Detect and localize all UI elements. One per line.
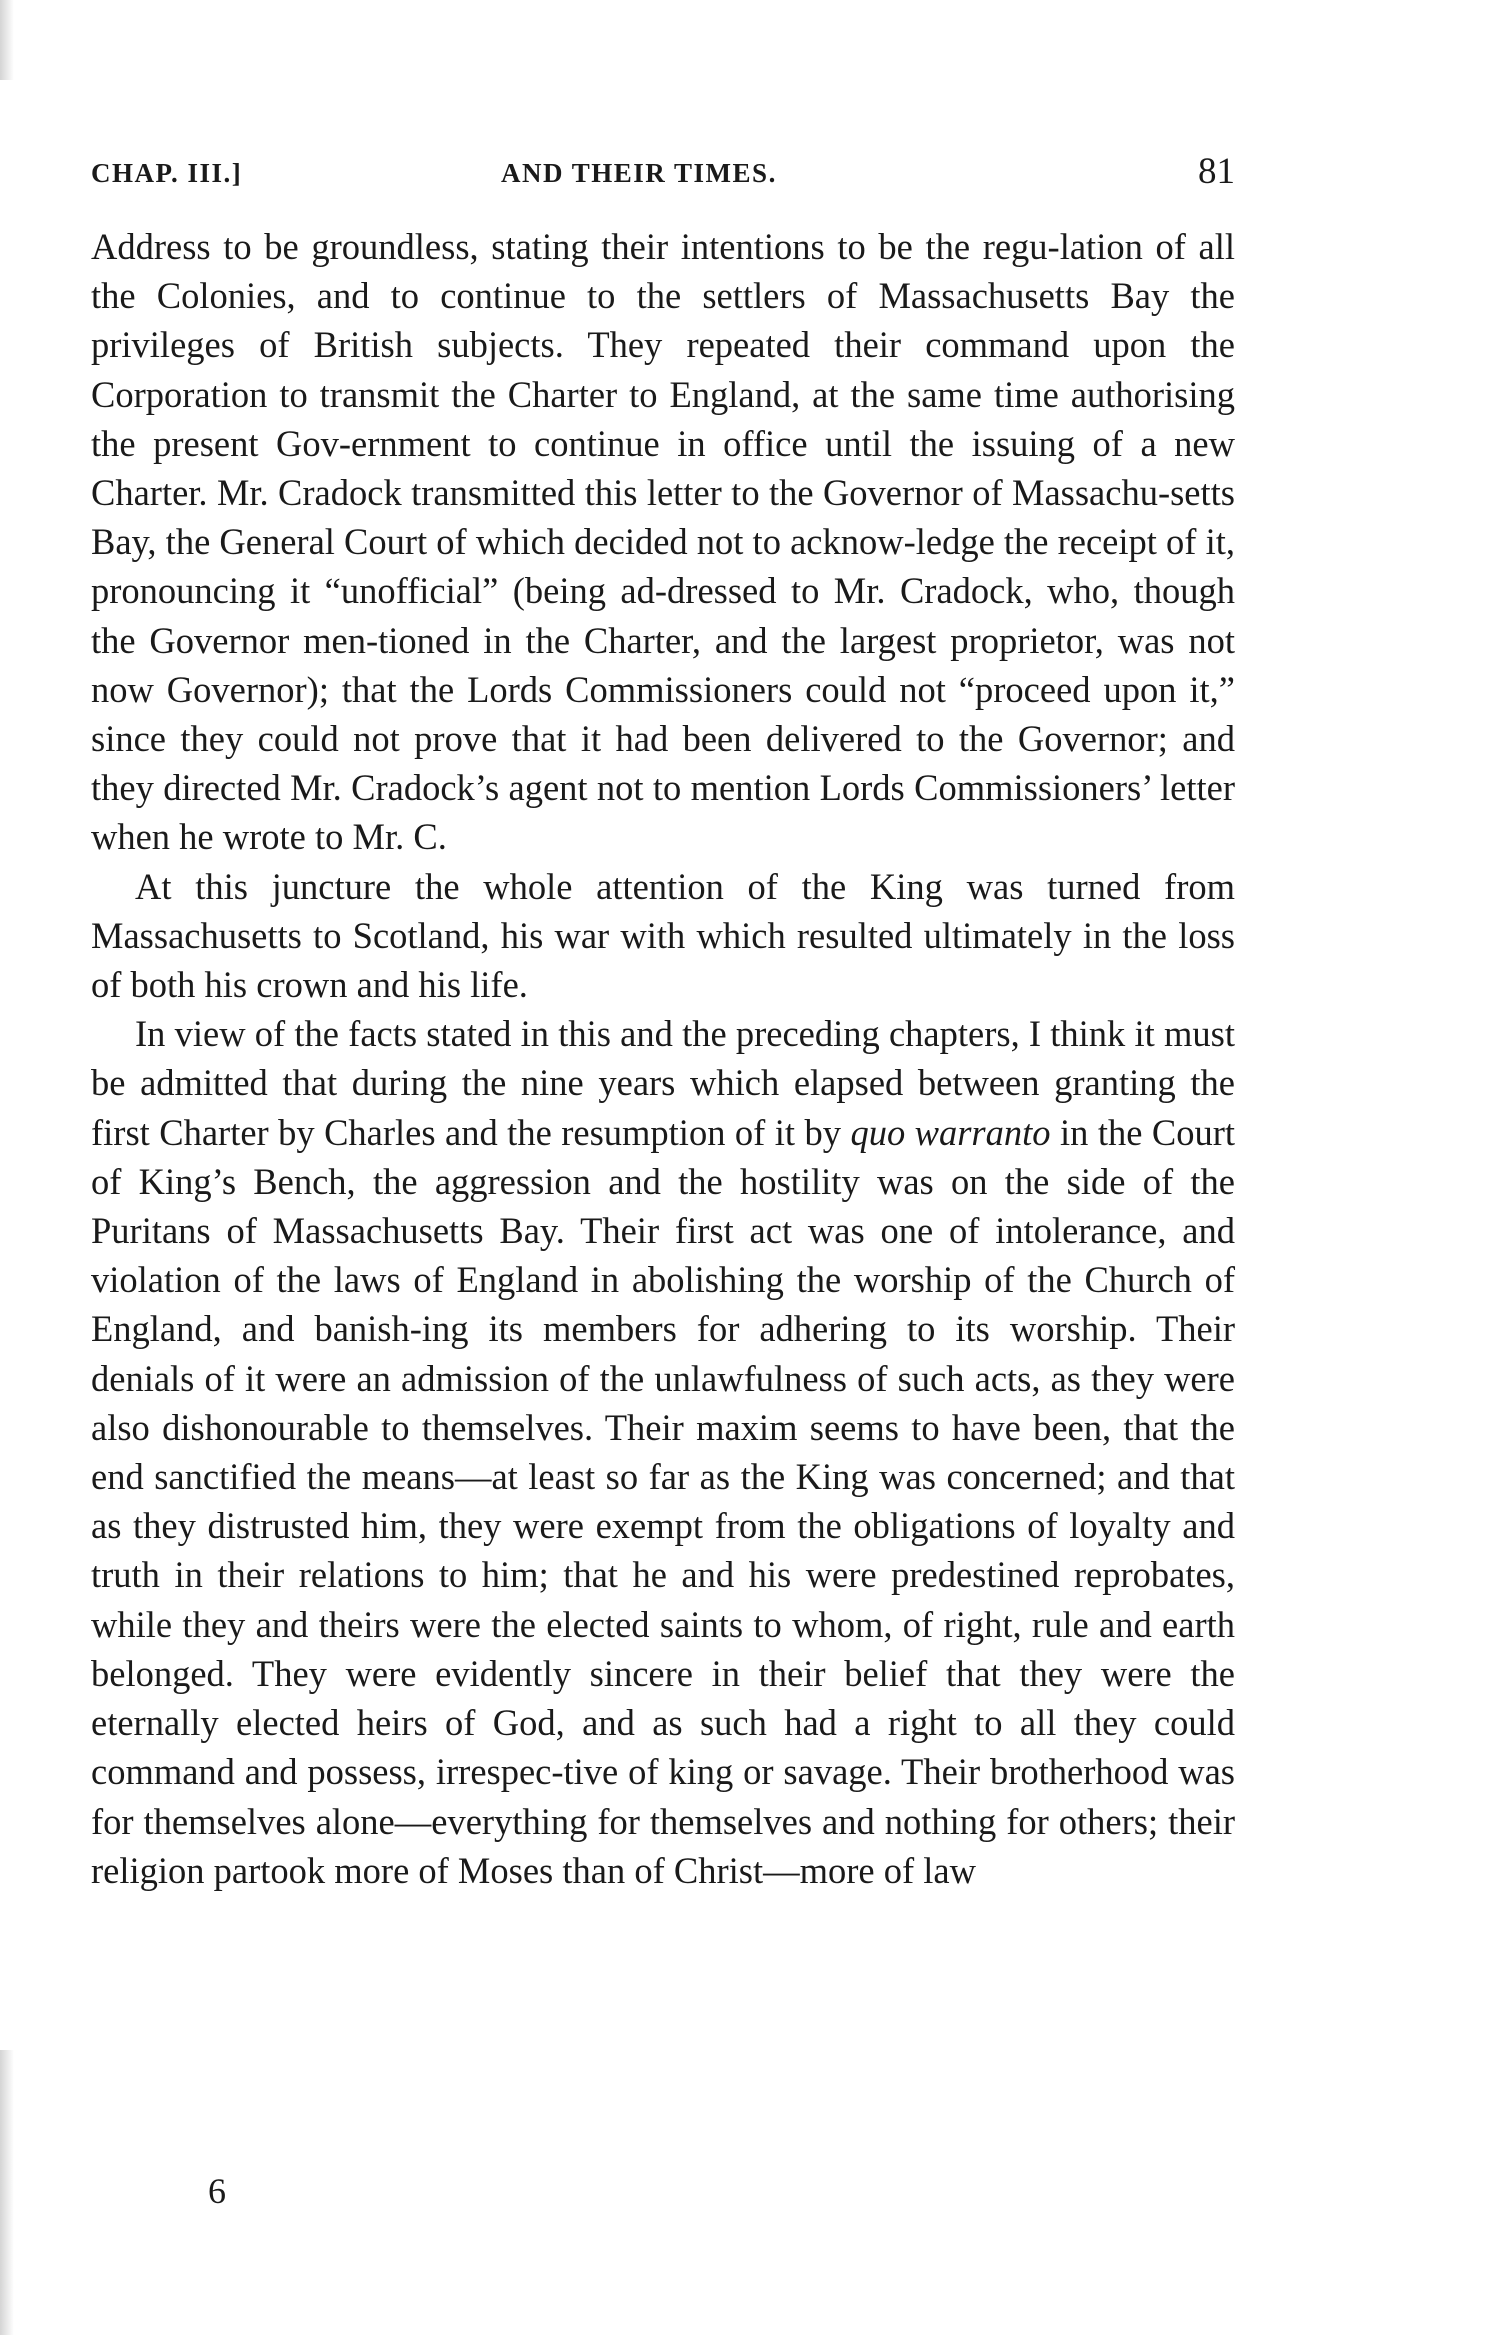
page-header [91, 150, 1235, 200]
signature-mark: 6 [208, 2171, 226, 2211]
body-text [91, 222, 1235, 1895]
page-number: 81 [1198, 151, 1235, 192]
page-edge-shadow [0, 2050, 14, 2335]
running-title: AND THEIR TIMES. [501, 158, 777, 188]
paragraph-text: in the Court of King’s Bench, the aggression and the hostility was on the side of the Puritans of Massachusetts Bay. Their first act was one of intolerance, and violation of the laws of England in abolishing the worship of the Church of England, and banish-ing its members for adhering to its worship. Their denials of it were an admission of the unlawfulness of such acts, as they were also dishonourable to themselves. Their maxim seems to have been, that the end sanctified the means—at least so far as the King was concerned; and that as they distrusted him, they were exempt from the obligations of loyalty and truth in their relations to him; that he and his were predestined reprobates, while they and theirs were the elected saints to whom, of right, rule and earth belonged. They were evidently sincere in their belief that they were the eternally elected heirs of God, and as such had a right to all they could command and possess, irrespec-tive of king or savage. Their brotherhood was for themselves alone—everything for themselves and nothing for others; their religion partook more of Moses than of Christ—more of law [91, 1111, 1235, 1891]
paragraph: Address to be groundless, stating their intentions to be the regu-lation of all the Colonies, and to continue to the settlers of Massachusetts Bay the privileges of British subjects. They repeated their command upon the Corporation to transmit the Charter to England, at the same time authorising the present Gov-ernment to continue in office until the issuing of a new Charter. Mr. Cradock transmitted this letter to the Governor of Massachu-setts Bay, the General Court of which decided not to acknow-ledge the receipt of it, pronouncing it “unofficial” (being ad-dressed to Mr. Cradock, who, though the Governor men-tioned in the Charter, and the largest proprietor, was not now Governor); that the Lords Commissioners could not “proceed upon it,” since they could not prove that it had been delivered to the Governor; and they directed Mr. Cradock’s agent not to mention Lords Commissioners’ letter when he wrote to Mr. C. [91, 226, 1235, 858]
paragraph-text: In view of the facts stated in this and the preceding chapters, I think it must be admitted that during the nine years which elapsed between granting the first Charter by Charles and the resumption of it by [91, 1013, 1235, 1153]
page-edge-shadow [0, 0, 14, 80]
paragraph [91, 1009, 1235, 1895]
paragraph: At this juncture the whole attention of the King was turned from Massachusetts to Scotland, his war with which resulted ultimately in the loss of both his crown and his life. [91, 865, 1235, 1006]
chapter-label: CHAP. III.] [91, 158, 243, 188]
italic-term: quo warranto [850, 1111, 1051, 1153]
